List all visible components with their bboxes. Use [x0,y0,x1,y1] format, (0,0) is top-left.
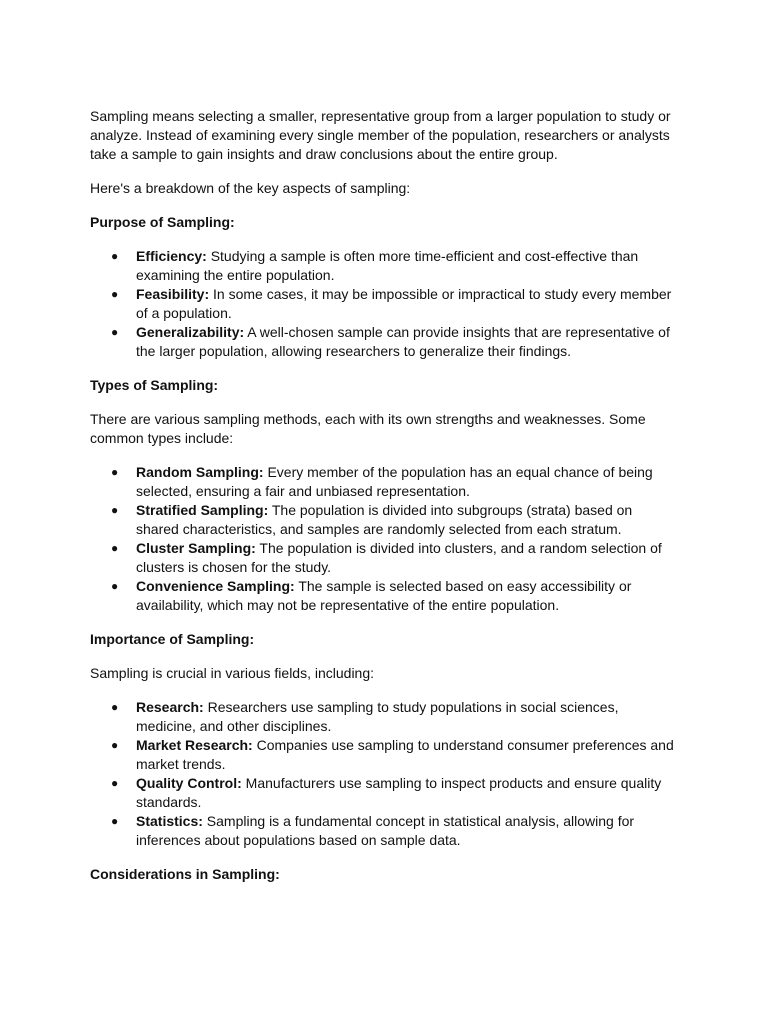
item-text: Researchers use sampling to study populations in social sciences, medicine, and other disciplines. [136,699,619,734]
bullet-icon: ● [111,287,119,301]
item-text: Sampling is a fundamental concept in statistical analysis, allowing for inferences about populations based on sample data. [136,813,635,848]
item-term: Statistics: [136,813,203,829]
item-text: The population is divided into clusters, and a random selection of clusters is chosen for the study. [136,540,662,575]
bullet-icon: ● [111,465,119,479]
item-text: Manufacturers use sampling to inspect products and ensure quality standards. [136,775,662,810]
bullet-icon: ● [111,814,119,828]
bullet-icon: ● [111,700,119,714]
considerations-heading: Considerations in Sampling: [90,866,280,882]
purpose-heading: Purpose of Sampling: [90,214,235,230]
item-text: In some cases, it may be impossible or impractical to study every member of a population. [136,286,672,321]
types-intro: There are various sampling methods, each with its own strengths and weaknesses. Some common types include: [90,411,646,446]
list-item [90,812,678,850]
list-item [90,323,678,361]
types-list [90,463,678,615]
item-text: Studying a sample is often more time-efficient and cost-effective than examining the entire population. [136,248,639,283]
list-item [90,501,678,539]
list-item [90,736,678,774]
bullet-icon: ● [111,738,119,752]
item-term: Feasibility: [136,286,210,302]
types-heading: Types of Sampling: [90,377,219,393]
bullet-icon: ● [111,541,119,555]
list-item [90,247,678,285]
item-text: Every member of the population has an equal chance of being selected, ensuring a fair and unbiased representation. [136,464,653,499]
item-text: A well-chosen sample can provide insights that are representative of the larger population, allowing researchers to generalize their findings. [136,324,670,359]
item-term: Market Research: [136,737,253,753]
purpose-list [90,247,678,361]
list-item [90,463,678,501]
item-term: Generalizability: [136,324,245,340]
breakdown-paragraph: Here's a breakdown of the key aspects of sampling: [90,180,411,196]
bullet-icon: ● [111,325,119,339]
list-item [90,774,678,812]
item-term: Stratified Sampling: [136,502,269,518]
bullet-icon: ● [111,249,119,263]
list-item [90,539,678,577]
item-term: Efficiency: [136,248,207,264]
importance-list [90,698,678,850]
bullet-icon: ● [111,579,119,593]
item-term: Quality Control: [136,775,242,791]
item-text: The population is divided into subgroups (strata) based on shared characteristics, and samples are randomly selected from each stratum. [136,502,633,537]
intro-paragraph: Sampling means selecting a smaller, representative group from a larger population to study or analyze. Instead of examining every single member of the population, researchers or analysts take a sample to gain insights and draw conclusions about the entire group. [90,108,671,162]
item-text: Companies use sampling to understand consumer preferences and market trends. [136,737,674,772]
list-item [90,577,678,615]
importance-intro: Sampling is crucial in various fields, including: [90,665,375,681]
list-item [90,285,678,323]
item-term: Cluster Sampling: [136,540,256,556]
bullet-icon: ● [111,503,119,517]
list-item [90,698,678,736]
importance-heading: Importance of Sampling: [90,631,255,647]
item-term: Convenience Sampling: [136,578,295,594]
item-term: Random Sampling: [136,464,264,480]
item-term: Research: [136,699,204,715]
item-text: The sample is selected based on easy accessibility or availability, which may not be representative of the entire population. [136,578,632,613]
bullet-icon: ● [111,776,119,790]
